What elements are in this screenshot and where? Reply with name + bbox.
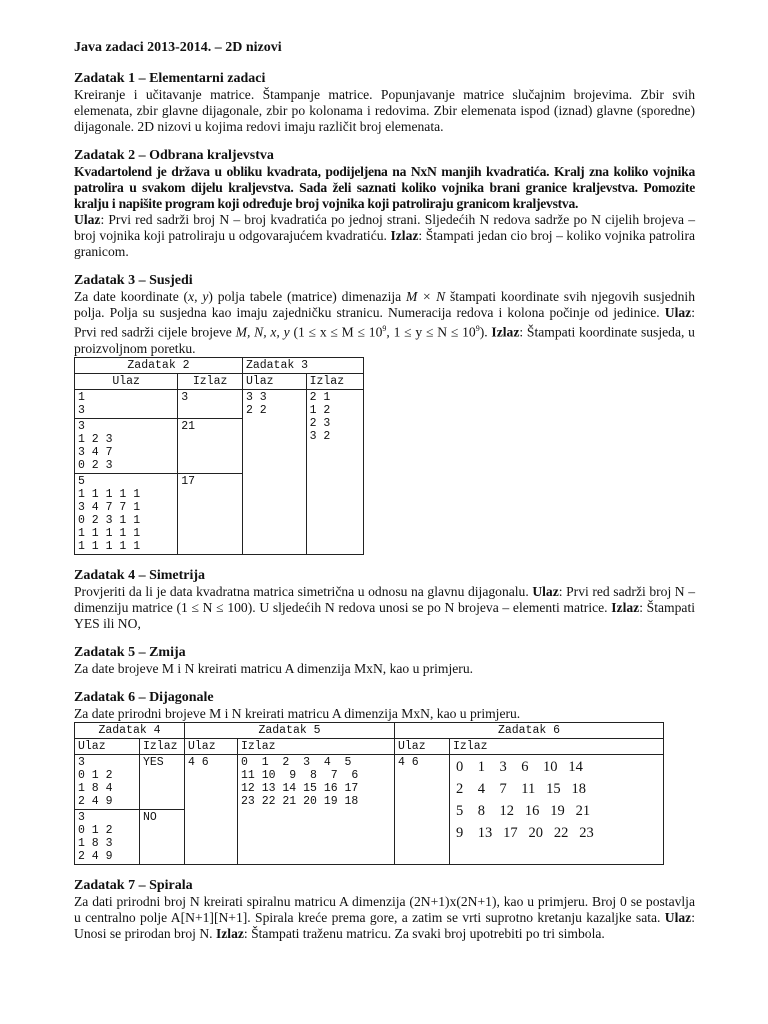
table-1-z2-out-1: 3 (178, 389, 243, 418)
table-1-z2-izlaz-header: Izlaz (178, 373, 243, 389)
task-7-ulaz-label: Ulaz (664, 909, 692, 925)
task-3-vars: M, N, x, y (235, 324, 290, 340)
task-3-exp1: 9 (382, 324, 387, 333)
task-4-ulaz-text: : Prvi red sadrži broj N – dimenziju matrice (1 ≤ N ≤ 100). U sljedećih N redova unosi se po N brojeva – elementi matrice. (74, 583, 695, 615)
task-7-ulaz-text: : Unosi se prirodan broj N. (74, 909, 695, 941)
task-2-heading: Zadatak 2 – Odbrana kraljevstva (74, 148, 274, 163)
task-4 (74, 567, 695, 632)
table-1-z3-out: 2 1 1 2 2 3 3 2 (306, 389, 363, 554)
task-7-text-a: Za dati prirodni broj N kreirati spiralnu matricu A dimenzija (2N+1)x(2N+1), kao u primjeru. Broj 0 se postavlja u centralno polje A[N+1][N+1]. Spirala kreće prema gore, a zatim se vrti suprotno kretanju kazaljke sata. (74, 893, 695, 925)
task-3-text (74, 289, 695, 357)
task-4-text-a: Provjeriti da li je data kvadratna matrica simetrična u odnosu na glavnu dijagonalu. (74, 583, 533, 599)
table-2-z5-in: 4 6 (185, 754, 238, 864)
table-1-z2-in-1: 1 3 (75, 389, 178, 418)
table-1-z3-ulaz-header: Ulaz (242, 373, 306, 389)
task-3-dims: M × N (406, 289, 446, 304)
table-2-z5-izlaz-header: Izlaz (238, 738, 395, 754)
task-5-heading: Zadatak 5 – Zmija (74, 644, 186, 660)
examples-table-4-5-6 (74, 722, 664, 865)
table-2-z4-out-1: YES (140, 754, 185, 809)
task-3-ulaz-label: Ulaz (664, 305, 692, 320)
task-4-text (74, 584, 695, 632)
task-2-io (74, 212, 695, 260)
table-1-z2-ulaz-header: Ulaz (75, 373, 178, 389)
task-2-ulaz-text: : Prvi red sadrži broj N – broj kvadratića po jednoj strani. Sljedećih N redova sadrže po N cijelih brojeva – broj vojnika koji patroliraju u odgovarajućem kvadratiću. (74, 212, 695, 243)
task-3-var-x: x (188, 289, 195, 304)
task-3-text-b: ) polja tabele (matrice) dimenazija (208, 289, 407, 304)
task-3-var-y: y (202, 289, 209, 304)
task-4-izlaz-text: : Štampati YES ili NO, (74, 599, 695, 631)
task-5-text: Za date brojeve M i N kreirati matricu A dimenzija MxN, kao u primjeru. (74, 660, 474, 676)
table-2-z4-in-1: 3 0 1 2 1 8 4 2 4 9 (75, 754, 140, 809)
table-1-z3-in: 3 3 2 2 (242, 389, 306, 554)
table-2-z5-ulaz-header: Ulaz (185, 738, 238, 754)
task-3 (74, 272, 695, 357)
task-3-ulaz-c: , 1 ≤ y ≤ N ≤ 10 (386, 324, 476, 340)
task-3-text-c: štampati koordinate svih njegovih susjednih polja. Polja su susjedna kao imaju zajedničku stranicu. Numeracija redova i kolona počinje od jedinice. (74, 289, 696, 320)
task-4-izlaz-label: Izlaz (611, 599, 640, 615)
table-2-z4-out-2: NO (140, 809, 185, 864)
table-2-z6-izlaz-header: Izlaz (450, 738, 664, 754)
task-5 (74, 644, 695, 677)
table-2-z4-in-2: 3 0 1 2 1 8 3 2 4 9 (75, 809, 140, 864)
examples-table-2-3 (74, 357, 364, 555)
table-1-z2-out-2: 21 (178, 418, 243, 473)
table-2-z4-izlaz-header: Izlaz (140, 738, 185, 754)
table-1-z2-in-2: 3 1 2 3 3 4 7 0 2 3 (75, 418, 178, 473)
task-3-heading: Zadatak 3 – Susjedi (74, 273, 193, 288)
task-3-comma: , (194, 289, 203, 304)
task-6 (74, 689, 695, 722)
task-3-ulaz-a: : Prvi red sadrži cijele brojeve (74, 305, 695, 340)
table-2-z6-ulaz-header: Ulaz (395, 738, 450, 754)
table-1-z2-title: Zadatak 2 (75, 357, 243, 373)
task-2-ulaz-label: Ulaz (74, 212, 101, 227)
task-7-heading: Zadatak 7 – Spirala (74, 877, 193, 893)
task-1-text: Kreiranje i učitavanje matrice. Štampanje matrice. Popunjavanje matrice slučajnim brojevima. Zbir svih elemenata, zbir glavne dijagonale, zbir po kolonama i redovima. Zbir elemenata ispod (iznad) glavne (sporedne) dijagonale. 2D nizovi u kojima redovi imaju različit broj elemenata. (74, 87, 695, 134)
task-3-exp2: 9 (475, 324, 480, 333)
table-1-z2-out-3: 17 (178, 473, 243, 554)
task-2-story: Kvadartolend je država u obliku kvadrata, podijeljena na NxN manjih kvadratića. Kralj zna koliko vojnika patrolira u svakom dijelu kraljevstva. Sada želi saznati koliko vojnika brani granice kraljevstva. Pomozite kralju i napišite program koji određuje broj vojnika koji patroliraju granicom kraljevstva. (74, 164, 695, 211)
table-1-z3-izlaz-header: Izlaz (306, 373, 363, 389)
task-3-text-a: Za date koordinate ( (74, 289, 189, 304)
table-1-z3-title: Zadatak 3 (242, 357, 363, 373)
task-6-heading: Zadatak 6 – Dijagonale (74, 689, 214, 705)
task-7-text (74, 894, 695, 942)
table-2-z5-title: Zadatak 5 (185, 722, 395, 738)
task-7 (74, 877, 695, 942)
task-2-izlaz-text: : Štampati jedan cio broj – koliko vojnika patrolira granicom. (74, 228, 695, 259)
document-title: Java zadaci 2013-2014. – 2D nizovi (74, 40, 282, 55)
task-1-heading: Zadatak 1 – Elementarni zadaci (74, 71, 266, 86)
table-2-z6-out: 0 1 3 6 10 14 2 4 7 11 15 18 5 8 12 16 19 21 9 13 17 20 22 23 (450, 754, 664, 864)
task-7-izlaz-text: : Štampati traženu matricu. Za svaki broj upotrebiti po tri simbola. (243, 925, 605, 941)
task-4-heading: Zadatak 4 – Simetrija (74, 567, 206, 583)
table-2-z6-title: Zadatak 6 (395, 722, 664, 738)
task-7-izlaz-label: Izlaz (215, 925, 244, 941)
table-2-z4-title: Zadatak 4 (75, 722, 185, 738)
task-1 (74, 70, 695, 135)
table-1-z2-in-3: 5 1 1 1 1 1 3 4 7 7 1 0 2 3 1 1 1 1 1 1 1 1 1 1 1 1 (75, 473, 178, 554)
document-page (74, 40, 695, 954)
task-3-izlaz-label: Izlaz (491, 324, 520, 340)
table-2-z6-in: 4 6 (395, 754, 450, 864)
task-3-ulaz-b: (1 ≤ x ≤ M ≤ 10 (289, 324, 383, 340)
task-2-izlaz-label: Izlaz (390, 228, 419, 243)
task-3-ulaz-d: ). (479, 324, 492, 340)
task-3-izlaz-text: : Štampati koordinate susjeda, u proizvoljnom poretku. (74, 324, 695, 356)
task-6-text: Za date prirodni brojeve M i N kreirati matricu A dimenzija MxN, kao u primjeru. (74, 705, 521, 721)
table-2-z5-out: 0 1 2 3 4 5 11 10 9 8 7 6 12 13 14 15 16 17 23 22 21 20 19 18 (238, 754, 395, 864)
table-2-z4-ulaz-header: Ulaz (75, 738, 140, 754)
task-2 (74, 147, 695, 260)
task-4-ulaz-label: Ulaz (532, 583, 559, 599)
